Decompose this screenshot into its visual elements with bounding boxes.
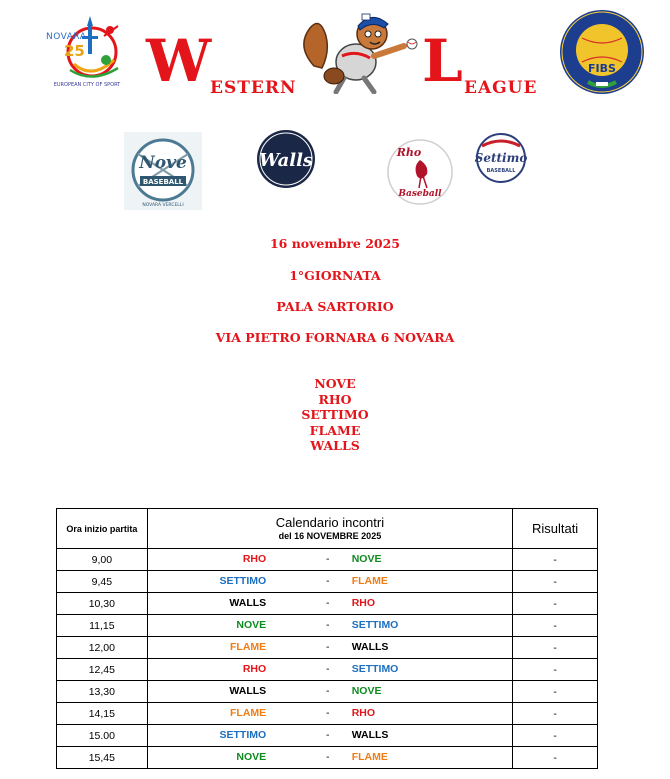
home-team: WALLS <box>229 597 267 609</box>
settimo-logo-subtitle: BASEBALL <box>486 168 516 174</box>
table-row <box>57 703 598 725</box>
table-row <box>57 593 598 615</box>
novara-logo-tagline: EUROPEAN CITY OF SPORT <box>53 82 121 88</box>
nove-baseball-logo <box>124 132 202 210</box>
match-cell <box>147 549 512 571</box>
home-team: FLAME <box>230 641 267 653</box>
home-team: SETTIMO <box>219 575 267 587</box>
table-row <box>57 725 598 747</box>
rho-baseball-logo <box>385 130 455 208</box>
walls-logo <box>247 128 325 190</box>
title-eague: EAGUE <box>464 78 538 98</box>
away-team: NOVE <box>351 685 382 697</box>
participant-team: SETTIMO <box>301 407 369 423</box>
away-team: RHO <box>351 707 376 719</box>
participant-team: NOVE <box>314 376 356 391</box>
event-round: 1°GIORNATA <box>289 268 381 283</box>
versus-separator: - <box>325 575 330 587</box>
walls-logo-icon <box>247 128 325 190</box>
table-row <box>57 549 598 571</box>
match-cell <box>147 659 512 681</box>
versus-separator: - <box>325 729 330 741</box>
match-result: - <box>513 725 598 747</box>
versus-separator: - <box>325 553 330 565</box>
rho-logo-icon <box>385 130 455 208</box>
col-header-time: Ora inizio partita <box>57 509 148 549</box>
event-date: 16 novembre 2025 <box>269 236 401 251</box>
home-team: NOVE <box>236 751 267 763</box>
match-cell <box>147 637 512 659</box>
nove-logo-name: Nove <box>139 153 187 173</box>
versus-separator: - <box>325 641 330 653</box>
versus-separator: - <box>325 597 330 609</box>
team-logos-row <box>0 128 670 212</box>
away-team: FLAME <box>351 751 388 763</box>
home-team: RHO <box>242 663 267 675</box>
settimo-baseball-logo <box>470 132 532 184</box>
fibs-federation-logo <box>558 8 646 96</box>
walls-logo-name: Walls <box>258 150 314 171</box>
match-result: - <box>513 549 598 571</box>
match-cell <box>147 703 512 725</box>
match-result: - <box>513 593 598 615</box>
participant-team: WALLS <box>310 438 360 454</box>
match-cell <box>147 681 512 703</box>
rho-logo-name: Rho <box>396 146 422 159</box>
match-result: - <box>513 571 598 593</box>
novara-logo-word: NOVARA <box>46 32 87 42</box>
match-result: - <box>513 615 598 637</box>
versus-separator: - <box>325 685 330 697</box>
match-cell <box>147 725 512 747</box>
col-header-calendar <box>147 509 512 549</box>
match-time: 10,30 <box>57 593 148 615</box>
settimo-logo-name: Settimo <box>474 151 528 165</box>
table-row <box>57 747 598 769</box>
match-result: - <box>513 747 598 769</box>
versus-separator: - <box>325 751 330 763</box>
title-estern: ESTERN <box>210 78 297 98</box>
away-team: SETTIMO <box>351 663 399 675</box>
versus-separator: - <box>325 663 330 675</box>
event-venue: PALA SARTORIO <box>276 299 394 314</box>
match-result: - <box>513 637 598 659</box>
home-team: WALLS <box>229 685 267 697</box>
rho-logo-subtitle: Baseball <box>398 189 442 199</box>
table-row <box>57 637 598 659</box>
away-team: RHO <box>351 597 376 609</box>
novara-2025-logo <box>44 14 130 94</box>
novara-city-icon <box>44 14 130 84</box>
match-cell <box>147 615 512 637</box>
calendar-subtitle: del 16 NOVEMBRE 2025 <box>278 531 382 541</box>
match-cell <box>147 571 512 593</box>
match-time: 13,30 <box>57 681 148 703</box>
table-row <box>57 571 598 593</box>
home-team: NOVE <box>236 619 267 631</box>
title-initial-w: W <box>146 27 212 95</box>
match-time: 12,00 <box>57 637 148 659</box>
calendar-title: Calendario incontri <box>275 515 385 530</box>
schedule-table <box>56 508 598 769</box>
match-result: - <box>513 681 598 703</box>
match-time: 12,45 <box>57 659 148 681</box>
fibs-seal-icon <box>558 8 646 96</box>
away-team: WALLS <box>351 729 389 741</box>
nove-logo-caption: NOVARA VERCELLI <box>142 203 184 208</box>
match-result: - <box>513 703 598 725</box>
col-header-results: Risultati <box>513 509 598 549</box>
home-team: FLAME <box>230 707 267 719</box>
versus-separator: - <box>325 619 330 631</box>
versus-separator: - <box>325 707 330 719</box>
participating-teams-list <box>0 376 670 454</box>
schedule-body <box>57 549 598 769</box>
title-initial-l: L <box>422 27 463 95</box>
match-cell <box>147 593 512 615</box>
schedule-header-row <box>57 509 598 549</box>
page-header <box>0 0 670 110</box>
home-team: RHO <box>242 553 267 565</box>
match-result: - <box>513 659 598 681</box>
squirrel-mascot-icon <box>296 6 430 94</box>
match-time: 15,45 <box>57 747 148 769</box>
match-time: 11,15 <box>57 615 148 637</box>
table-row <box>57 615 598 637</box>
table-row <box>57 659 598 681</box>
participant-team: RHO <box>318 391 352 407</box>
match-time: 15.00 <box>57 725 148 747</box>
match-time: 9,45 <box>57 571 148 593</box>
nove-logo-icon <box>124 132 202 210</box>
nove-logo-subtitle: BASEBALL <box>142 178 184 186</box>
participant-team: FLAME <box>309 422 361 438</box>
away-team: WALLS <box>351 641 389 653</box>
away-team: NOVE <box>351 553 382 565</box>
match-time: 14,15 <box>57 703 148 725</box>
table-row <box>57 681 598 703</box>
fibs-acronym: FIBS <box>588 62 616 75</box>
away-team: SETTIMO <box>351 619 399 631</box>
match-time: 9,00 <box>57 549 148 571</box>
home-team: SETTIMO <box>219 729 267 741</box>
away-team: FLAME <box>351 575 388 587</box>
match-cell <box>147 747 512 769</box>
event-address: VIA PIETRO FORNARA 6 NOVARA <box>215 330 455 345</box>
novara-logo-number: 25 <box>64 42 85 60</box>
settimo-logo-icon <box>470 132 532 184</box>
